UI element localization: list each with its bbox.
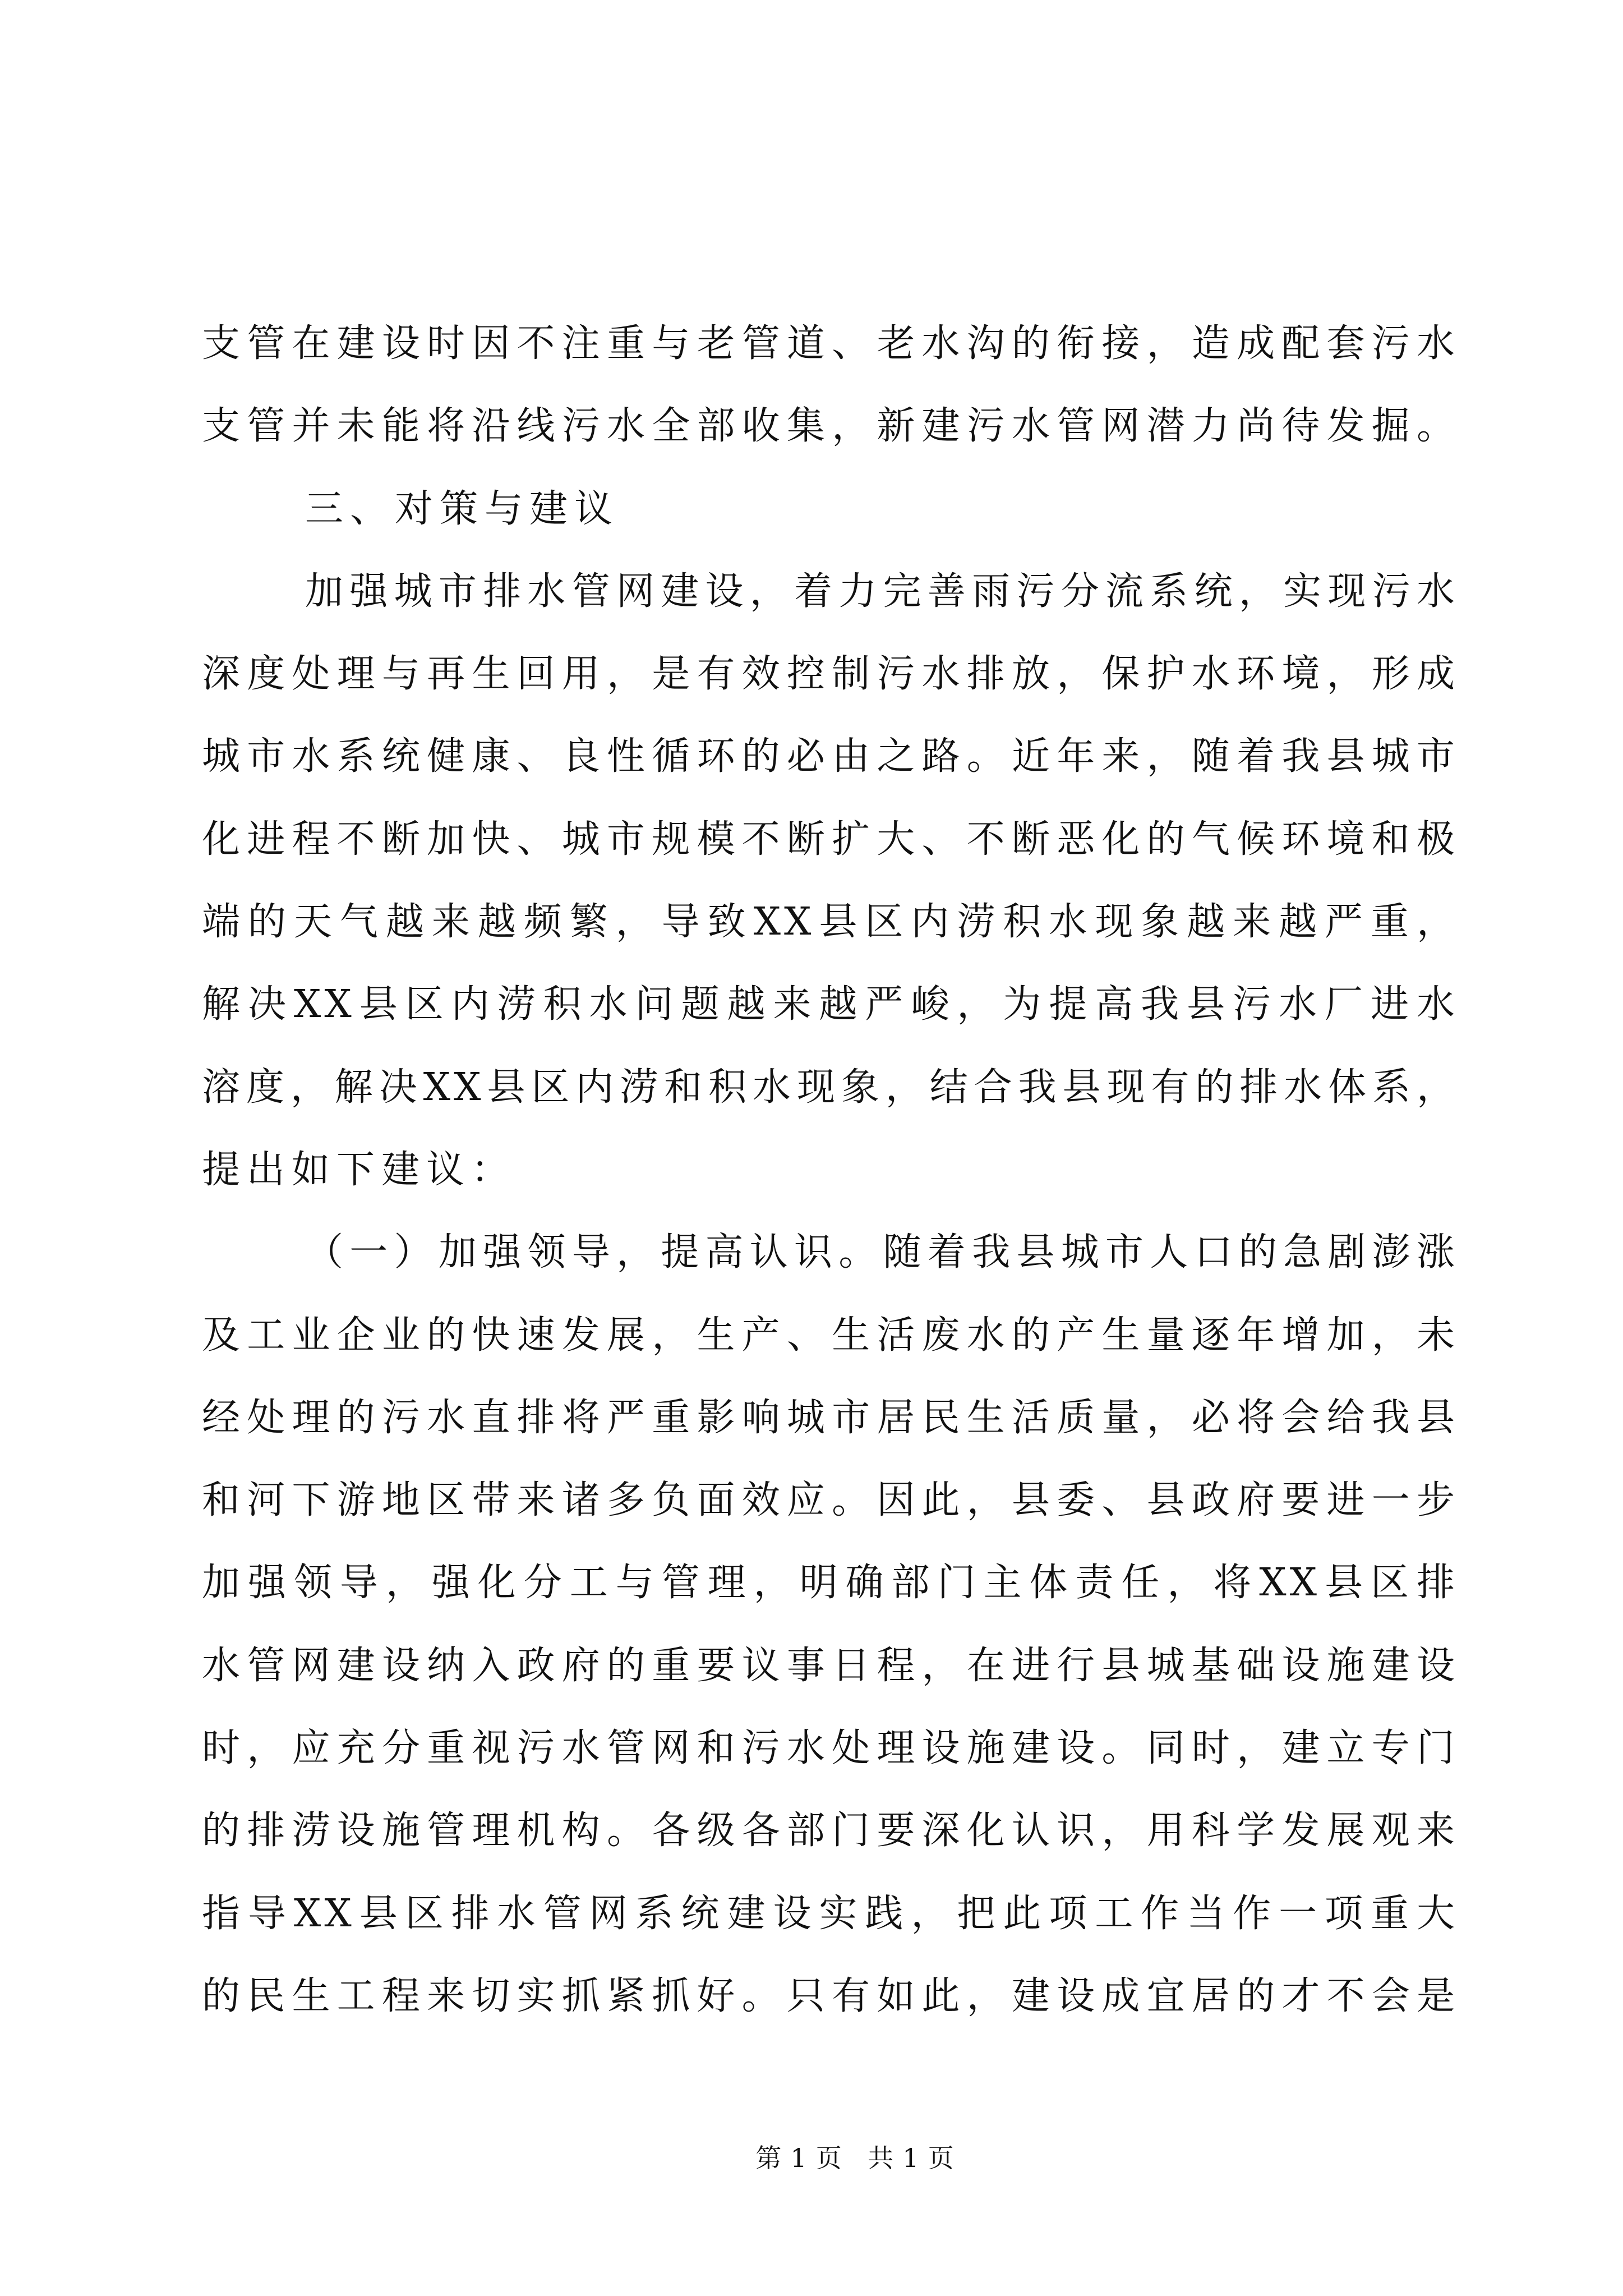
text-line: 的排涝设施管理机构。各级各部门要深化认识，用科学发展观来 — [202, 1809, 1458, 1853]
text-line: 经处理的污水直排将严重影响城市居民生活质量，必将会给我县 — [202, 1395, 1458, 1440]
text-line: 及工业企业的快速发展，生产、生活废水的产生量逐年增加，未 — [202, 1313, 1458, 1358]
text-line: 城市水系统健康、良性循环的必由之路。近年来，随着我县城市 — [202, 734, 1458, 779]
paragraph — [202, 1211, 1458, 2037]
text-line: 指导XX县区排水管网系统建设实践，把此项工作当作一项重大 — [202, 1891, 1458, 1936]
page-footer: 第1页 共1页 — [755, 2143, 963, 2173]
text-line: 时，应充分重视污水管网和污水处理设施建设。同时，建立专门 — [202, 1726, 1458, 1771]
paragraph-continuation — [202, 302, 1458, 468]
section-heading-text: 三、对策与建议 — [305, 486, 620, 531]
paragraph — [202, 550, 1458, 1211]
text-line: 端的天气越来越频繁，导致XX县区内涝积水现象越来越严重， — [202, 900, 1458, 945]
text-line: 和河下游地区带来诸多负面效应。因此，县委、县政府要进一步 — [202, 1478, 1458, 1523]
text-line: 水管网建设纳入政府的重要议事日程，在进行县城基础设施建设 — [202, 1643, 1458, 1688]
text-line: 支管并未能将沿线污水全部收集，新建污水管网潜力尚待发掘。 — [202, 404, 1458, 449]
text-line: 化进程不断加快、城市规模不断扩大、不断恶化的气候环境和极 — [202, 817, 1458, 862]
text-line: （一）加强领导，提高认识。随着我县城市人口的急剧澎涨 — [305, 1230, 1458, 1275]
text-line: 解决XX县区内涝积水问题越来越严峻，为提高我县污水厂进水 — [202, 982, 1458, 1027]
document-body — [202, 302, 1458, 2037]
text-line: 溶度，解决XX县区内涝和积水现象，结合我县现有的排水体系， — [202, 1065, 1458, 1110]
text-line: 加强领导，强化分工与管理，明确部门主体责任，将XX县区排 — [202, 1561, 1458, 1605]
text-line: 提出如下建议： — [202, 1147, 517, 1192]
text-line: 深度处理与再生回用，是有效控制污水排放，保护水环境，形成 — [202, 652, 1458, 697]
section-heading — [202, 468, 1458, 550]
text-line: 支管在建设时因不注重与老管道、老水沟的衔接，造成配套污水 — [202, 321, 1458, 366]
text-line: 加强城市排水管网建设，着力完善雨污分流系统，实现污水 — [305, 569, 1458, 614]
text-line: 的民生工程来切实抓紧抓好。只有如此，建设成宜居的才不会是 — [202, 1973, 1458, 2018]
